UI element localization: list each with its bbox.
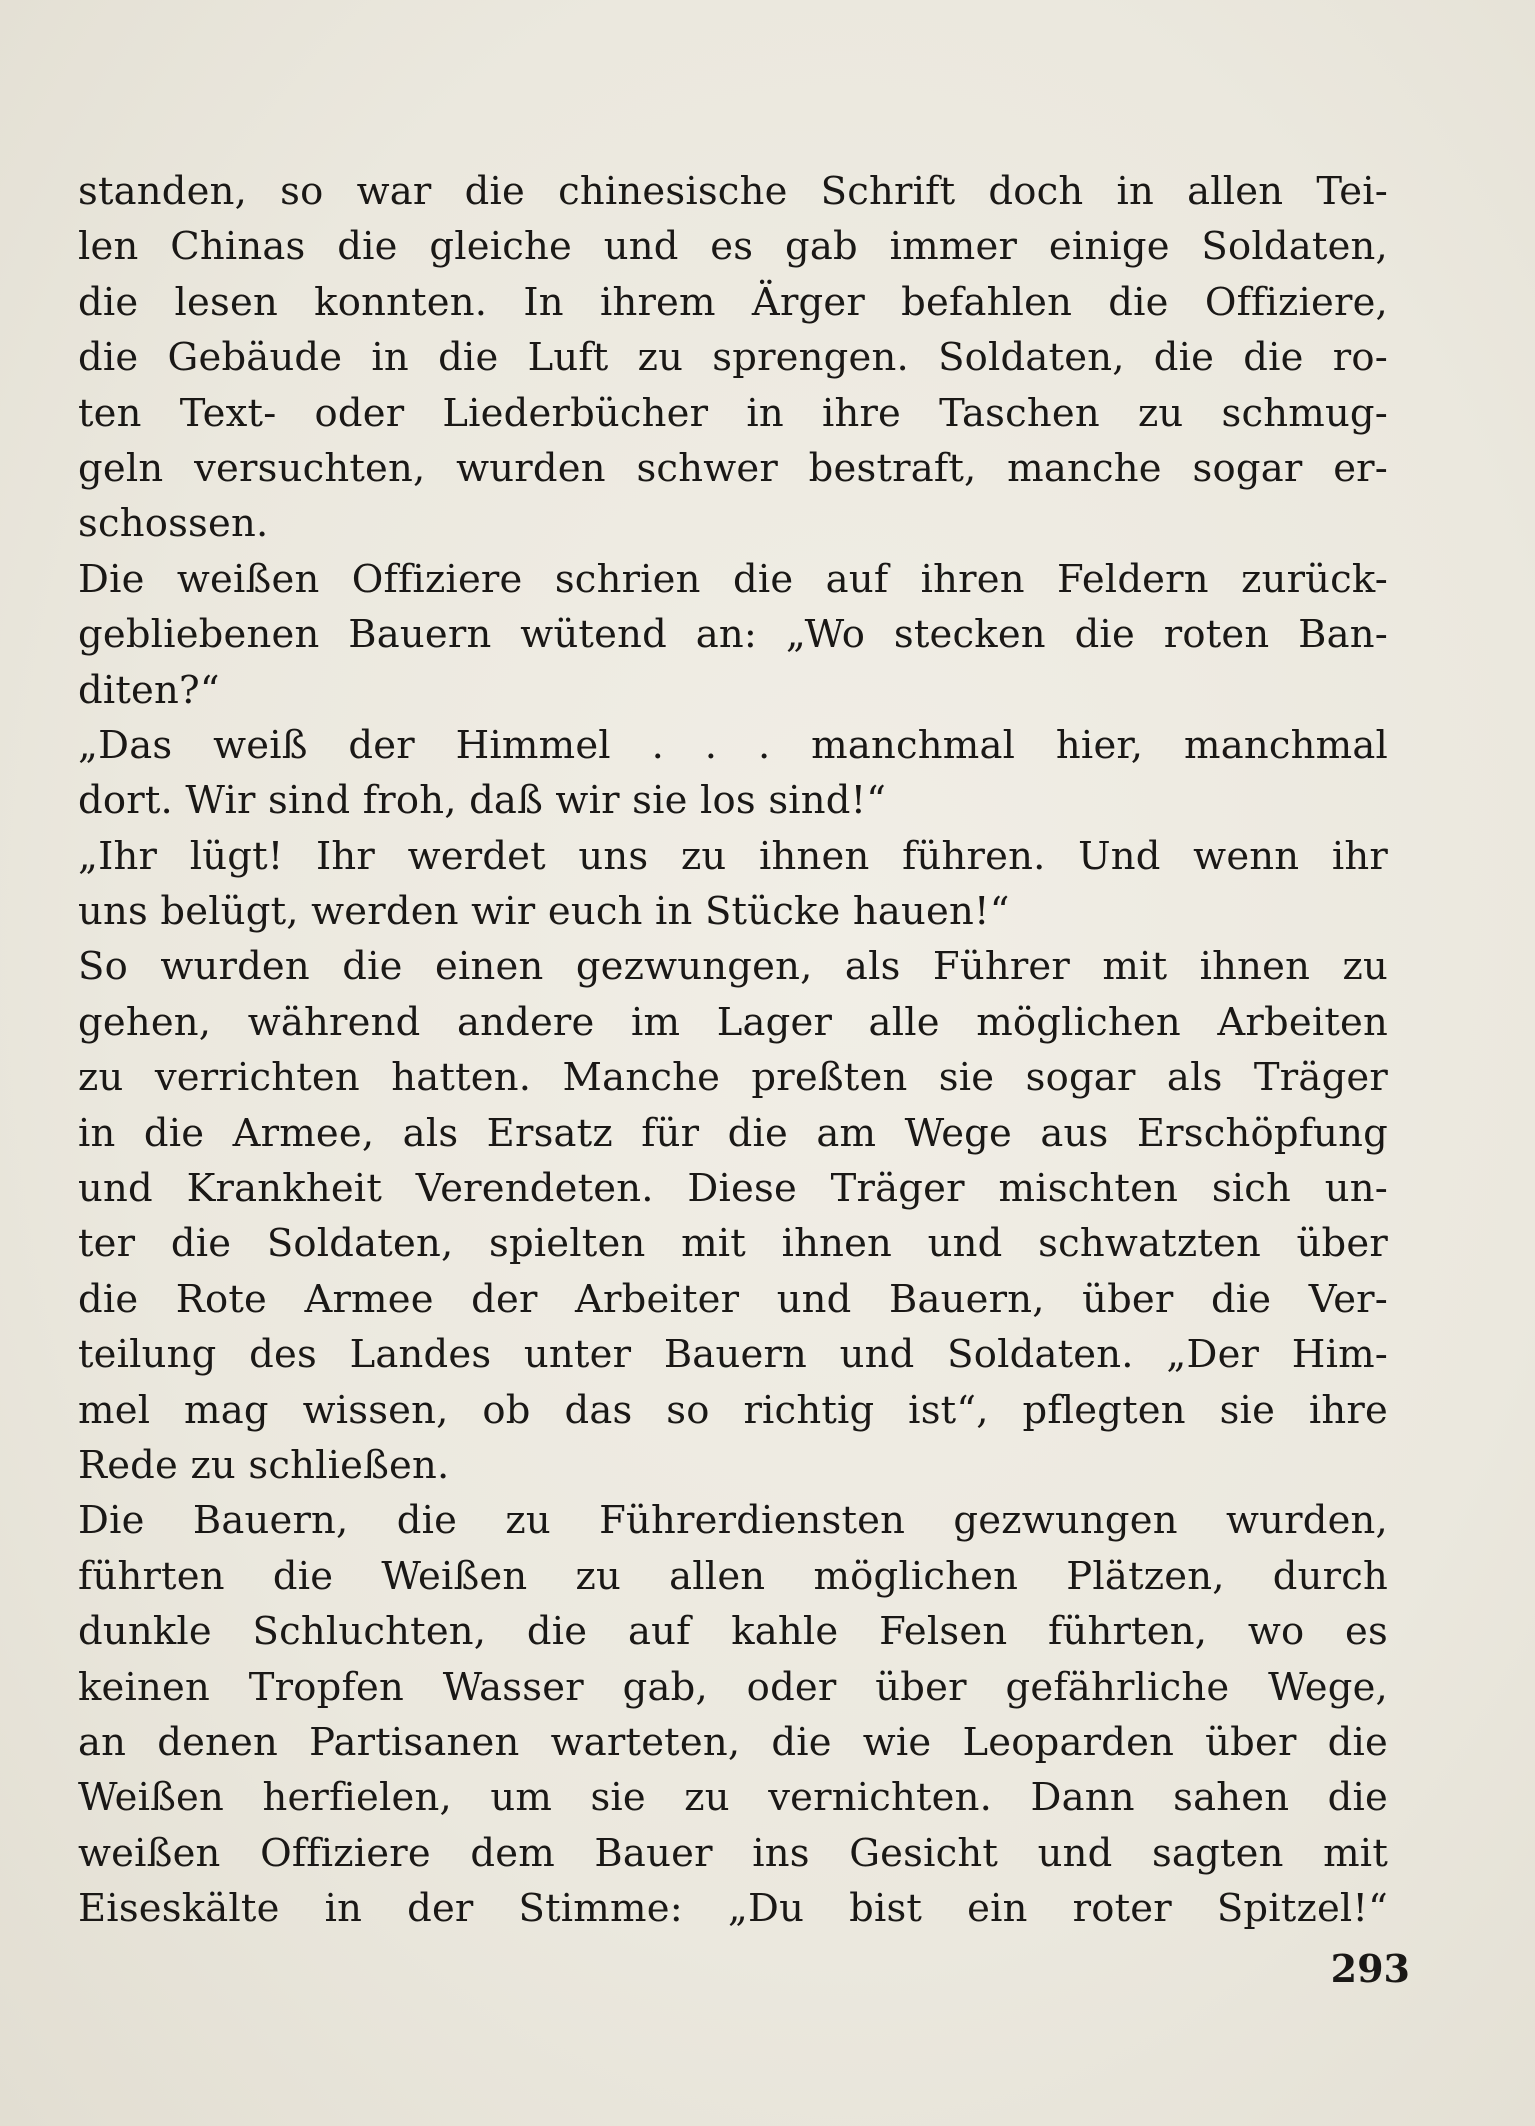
text-line: teilung des Landes unter Bauern und Soldaten. „Der Him- <box>78 1332 1388 1378</box>
text-line: Die weißen Offiziere schrien die auf ihren Feldern zurück- <box>78 556 1388 602</box>
text-line: führten die Weißen zu allen möglichen Plätzen, durch <box>78 1553 1388 1599</box>
text-line: „Das weiß der Himmel . . . manchmal hier, manchmal <box>78 722 1388 768</box>
text-line: die lesen konnten. In ihrem Ärger befahlen die Offiziere, <box>78 279 1388 325</box>
text-line: Rede zu schließen. <box>78 1442 450 1488</box>
text-line: schossen. <box>78 501 269 547</box>
text-line: gebliebenen Bauern wütend an: „Wo stecken die roten Ban- <box>78 612 1388 658</box>
text-line: mel mag wissen, ob das so richtig ist“, pflegten sie ihre <box>78 1387 1388 1433</box>
text-line: die Gebäude in die Luft zu sprengen. Soldaten, die die ro- <box>78 335 1388 381</box>
text-line: Weißen herfielen, um sie zu vernichten. Dann sahen die <box>78 1775 1388 1821</box>
text-line: standen, so war die chinesische Schrift doch in allen Tei- <box>78 169 1388 214</box>
text-line: So wurden die einen gezwungen, als Führer mit ihnen zu <box>78 944 1388 990</box>
text-line: in die Armee, als Ersatz für die am Wege aus Erschöpfung <box>78 1110 1388 1156</box>
text-line: zu verrichten hatten. Manche preßten sie sogar als Träger <box>78 1055 1388 1101</box>
text-line: gehen, während andere im Lager alle möglichen Arbeiten <box>78 999 1388 1045</box>
text-line: an denen Partisanen warteten, die wie Leoparden über die <box>78 1719 1388 1765</box>
text-line: uns belügt, werden wir euch in Stücke hauen!“ <box>78 889 1010 935</box>
text-line: geln versuchten, wurden schwer bestraft, manche sogar er- <box>78 445 1388 491</box>
text-line: keinen Tropfen Wasser gab, oder über gefährliche Wege, <box>78 1664 1388 1710</box>
page-number: 293 <box>1330 1946 1410 1991</box>
text-line: „Ihr lügt! Ihr werdet uns zu ihnen führen. Und wenn ihr <box>78 833 1388 879</box>
text-line: weißen Offiziere dem Bauer ins Gesicht und sagten mit <box>78 1830 1388 1876</box>
text-line: ter die Soldaten, spielten mit ihnen und schwatzten über <box>78 1221 1388 1267</box>
text-line: ten Text- oder Liederbücher in ihre Taschen zu schmug- <box>78 390 1388 436</box>
text-line: diten?“ <box>78 667 220 713</box>
text-line: die Rote Armee der Arbeiter und Bauern, über die Ver- <box>78 1276 1388 1322</box>
text-line: len Chinas die gleiche und es gab immer einige Soldaten, <box>78 224 1388 270</box>
text-line: Die Bauern, die zu Führerdiensten gezwungen wurden, <box>78 1498 1388 1544</box>
body-text <box>78 164 1388 1937</box>
text-line: Eiseskälte in der Stimme: „Du bist ein roter Spitzel!“ <box>78 1886 1388 1932</box>
text-line: und Krankheit Verendeten. Diese Träger mischten sich un- <box>78 1166 1388 1212</box>
text-line: dunkle Schluchten, die auf kahle Felsen führten, wo es <box>78 1609 1388 1655</box>
text-line: dort. Wir sind froh, daß wir sie los sind!“ <box>78 778 887 824</box>
